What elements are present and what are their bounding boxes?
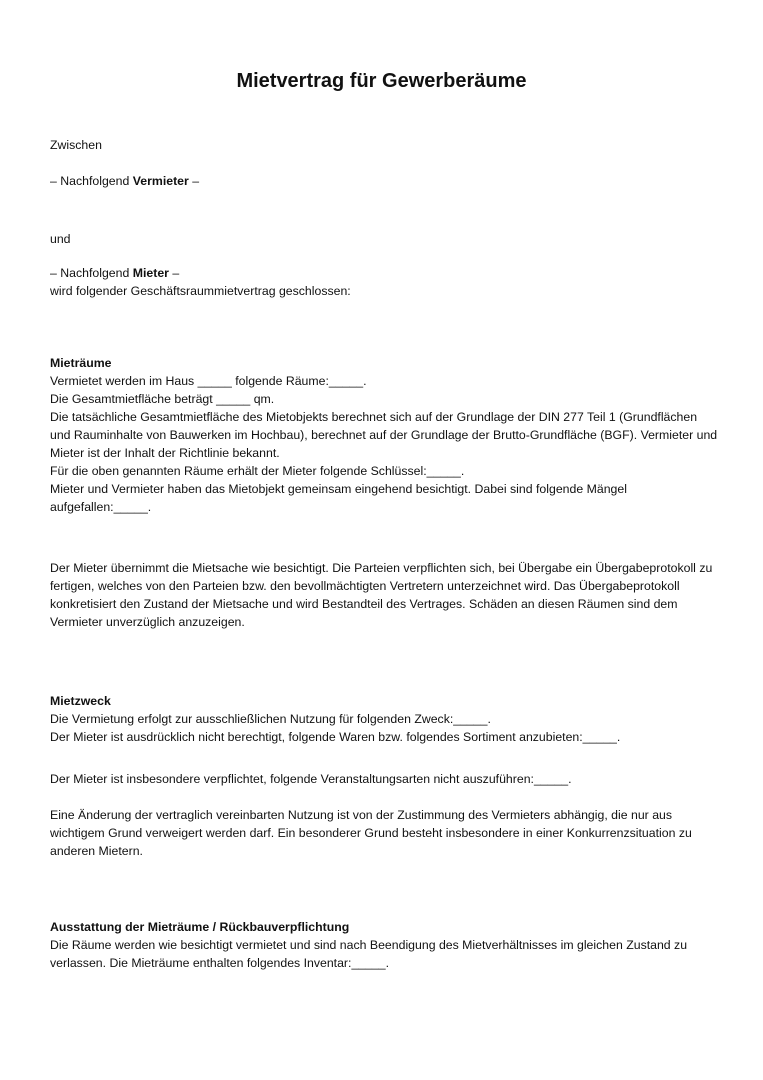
- mietraeume-line: Die tatsächliche Gesamtmietfläche des Mietobjekts berechnet sich auf der Grundlage der DIN 277 Teil 1 (Grundflächen und Rauminhalte von Bauwerken im Hochbau), berechnet auf der Grundlage der Brutto-Grundfläche (BGF). Vermieter und Mieter ist der Inhalt der Richtlinie bekannt.: [50, 410, 718, 460]
- mietzweck-paragraph: Eine Änderung der vertraglich vereinbarten Nutzung ist von der Zustimmung des Vermieters abhängig, die nur aus wichtigem Grund verweigert werden darf. Ein besonderer Grund besteht insbesondere in einer Konkurrenzsituation zu anderen Mietern.: [50, 808, 692, 858]
- section-mietzweck: [50, 692, 718, 746]
- mieter-block: [50, 264, 718, 300]
- zwischen-text: Zwischen: [50, 138, 102, 152]
- section-heading-mietzweck: Mietzweck: [50, 694, 111, 708]
- mieter-prefix: – Nachfolgend: [50, 266, 133, 280]
- section-ausstattung: [50, 918, 718, 972]
- section-mietraeume: [50, 354, 718, 516]
- mietraeume-line: Für die oben genannten Räume erhält der Mieter folgende Schlüssel:_____.: [50, 464, 465, 478]
- und-text: und: [50, 232, 71, 246]
- vermieter-label: Vermieter: [132, 174, 189, 188]
- mietraeume-paragraph: Der Mieter übernimmt die Mietsache wie besichtigt. Die Parteien verpflichten sich, bei Übergabe ein Übergabeprotokoll zu fertigen, welches von den Parteien bzw. den bevollmächtigten Vertretern unterzeichnet wird. Das Übergabeprotokoll konkretisiert den Zustand der Mietsache und wird Bestandteil des Vertrages. Schäden an diesen Räumen sind dem Vermieter unverzüglich anzuzeigen.: [50, 561, 713, 629]
- mieter-label: Mieter: [132, 266, 169, 280]
- section-heading-mietraeume: Mieträume: [50, 356, 112, 370]
- document-title: Mietvertrag für Gewerberäume: [236, 70, 527, 92]
- closing-line: wird folgender Geschäftsraummietvertrag geschlossen:: [50, 284, 351, 298]
- vermieter-line: [50, 172, 718, 190]
- mietzweck-paragraph: Der Mieter ist insbesondere verpflichtet, folgende Veranstaltungsarten nicht auszuführen:_____.: [50, 772, 572, 786]
- vermieter-prefix: – Nachfolgend: [50, 174, 133, 188]
- mietzweck-line: Der Mieter ist ausdrücklich nicht berechtigt, folgende Waren bzw. folgendes Sortiment anzubieten:_____.: [50, 730, 621, 744]
- mieter-line: [50, 264, 718, 282]
- vermieter-suffix: –: [188, 174, 200, 188]
- ausstattung-paragraph: Die Räume werden wie besichtigt vermietet und sind nach Beendigung des Mietverhältnisses im gleichen Zustand zu verlassen. Die Mieträume enthalten folgendes Inventar:_____.: [50, 938, 688, 970]
- section-heading-ausstattung: Ausstattung der Mieträume / Rückbauverpflichtung: [50, 920, 350, 934]
- mietraeume-line: Vermietet werden im Haus _____ folgende Räume:_____.: [50, 374, 367, 388]
- mietraeume-line: Die Gesamtmietfläche beträgt _____ qm.: [50, 392, 275, 406]
- mietzweck-line: Die Vermietung erfolgt zur ausschließlichen Nutzung für folgenden Zweck:_____.: [50, 712, 491, 726]
- mietraeume-line: Mieter und Vermieter haben das Mietobjekt gemeinsam eingehend besichtigt. Dabei sind folgende Mängel aufgefallen:_____.: [50, 482, 627, 514]
- mieter-suffix: –: [168, 266, 180, 280]
